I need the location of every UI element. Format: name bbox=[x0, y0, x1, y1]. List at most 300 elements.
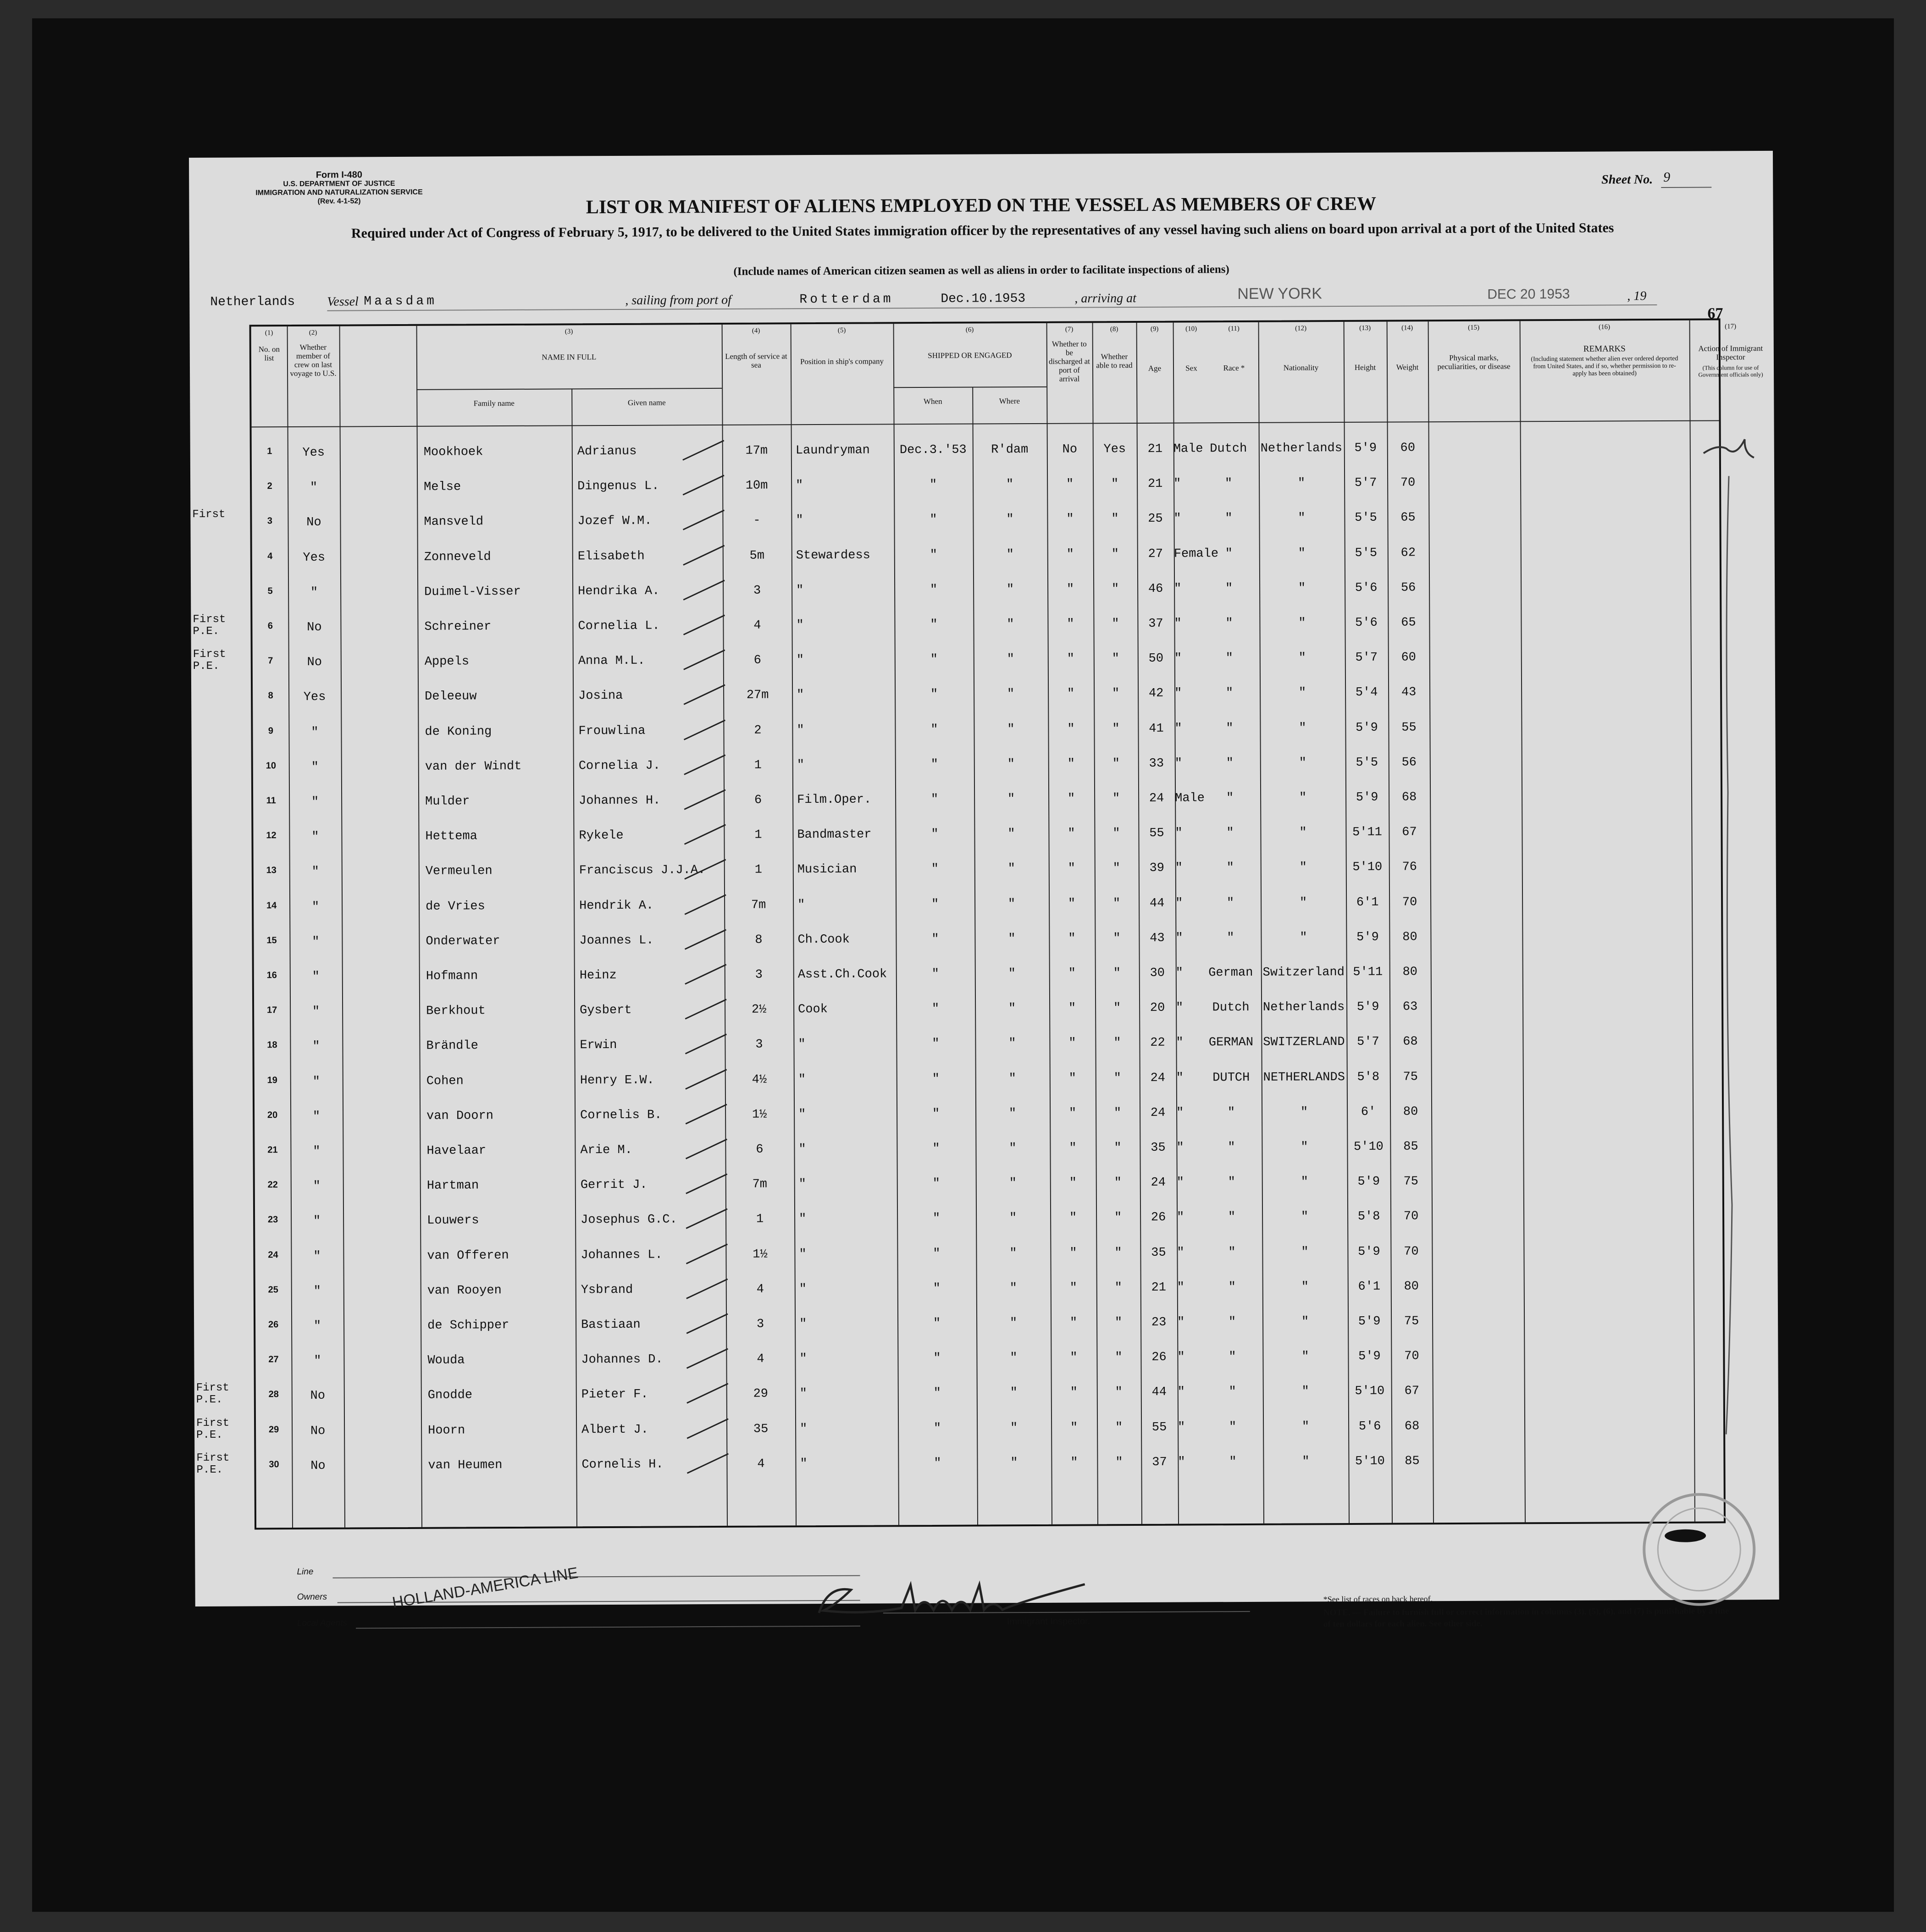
discharged-cell: " bbox=[1068, 932, 1076, 946]
position-cell: " bbox=[797, 723, 804, 737]
height-cell: 5'5 bbox=[1355, 511, 1377, 525]
race-cell: Dutch bbox=[1212, 1001, 1250, 1015]
position-cell: Ch.Cook bbox=[797, 933, 850, 947]
nationality-cell: " bbox=[1299, 826, 1307, 840]
col-header-read: Whether able to read bbox=[1096, 352, 1133, 370]
table-row bbox=[256, 1415, 1694, 1457]
check-stroke-mark bbox=[682, 1380, 733, 1408]
row-number: 13 bbox=[266, 865, 277, 876]
table-row bbox=[254, 961, 1692, 1003]
race-cell: " bbox=[1225, 686, 1234, 701]
shipped-when-cell: Dec.3.'53 bbox=[899, 443, 967, 458]
weight-cell: 55 bbox=[1401, 720, 1417, 735]
family-name-cell: Berkhout bbox=[426, 1004, 486, 1018]
weight-cell: 75 bbox=[1403, 1070, 1418, 1084]
shipped-when-cell: " bbox=[933, 1281, 941, 1296]
table-row bbox=[254, 927, 1692, 968]
col-header-weight: Weight bbox=[1396, 363, 1419, 372]
sex-cell: " bbox=[1174, 617, 1182, 631]
given-name-cell: Hendrika A. bbox=[578, 584, 660, 599]
race-cell: " bbox=[1226, 791, 1234, 806]
position-cell: " bbox=[797, 758, 805, 773]
row-number: 11 bbox=[266, 795, 276, 806]
prev-voyage-cell: " bbox=[311, 725, 319, 740]
prev-voyage-cell: " bbox=[311, 900, 320, 914]
service-length-cell: 2 bbox=[754, 723, 762, 738]
race-cell: " bbox=[1225, 617, 1233, 631]
prev-voyage-cell: No bbox=[306, 516, 321, 530]
given-name-cell: Bastiaan bbox=[581, 1318, 641, 1332]
given-name-cell: Adrianus bbox=[577, 444, 637, 459]
shipped-where-cell: " bbox=[1010, 1351, 1018, 1365]
departure-port: Rotterdam bbox=[799, 292, 894, 307]
arrival-date-stamp: DEC 20 1953 bbox=[1487, 286, 1570, 302]
discharged-cell: " bbox=[1067, 652, 1074, 666]
sex-cell: " bbox=[1176, 1141, 1184, 1155]
weight-cell: 70 bbox=[1403, 1209, 1419, 1224]
shipped-when-cell: " bbox=[932, 1037, 940, 1051]
weight-cell: 68 bbox=[1403, 1035, 1418, 1049]
shipped-where-cell: " bbox=[1010, 1421, 1018, 1435]
family-name-cell: Havelaar bbox=[426, 1144, 487, 1158]
manifest-subnote: (Include names of American citizen seamen as well as aliens in order to facilitate inspections of aliens) bbox=[733, 263, 1229, 278]
given-name-cell: Gerrit J. bbox=[580, 1178, 648, 1192]
age-cell: 24 bbox=[1150, 1106, 1166, 1120]
shipped-when-cell: " bbox=[930, 618, 938, 632]
vessel-name: Maasdam bbox=[364, 294, 437, 309]
row-number: 18 bbox=[267, 1040, 277, 1050]
check-stroke-mark bbox=[680, 821, 730, 849]
nationality-cell: " bbox=[1298, 581, 1306, 596]
given-name-cell: Ysbrand bbox=[581, 1283, 633, 1297]
row-number: 20 bbox=[267, 1110, 278, 1121]
height-cell: 5'6 bbox=[1355, 616, 1378, 630]
race-cell: German bbox=[1208, 966, 1253, 980]
shipped-where-cell: " bbox=[1009, 1246, 1017, 1260]
age-cell: 21 bbox=[1147, 477, 1163, 491]
table-row bbox=[255, 1276, 1694, 1317]
discharged-cell: " bbox=[1068, 1001, 1076, 1016]
sex-cell: " bbox=[1176, 1001, 1184, 1015]
able-to-read-cell: " bbox=[1114, 1281, 1122, 1295]
able-to-read-cell: " bbox=[1115, 1351, 1123, 1365]
family-name-cell: Melse bbox=[424, 480, 461, 494]
col-num: (7) bbox=[1065, 326, 1074, 333]
discharged-cell: " bbox=[1066, 512, 1074, 527]
service-length-cell: 4 bbox=[756, 1282, 764, 1297]
weight-cell: 43 bbox=[1401, 685, 1417, 700]
sex-cell: " bbox=[1175, 896, 1183, 911]
able-to-read-cell: " bbox=[1114, 1316, 1123, 1330]
position-cell: " bbox=[796, 653, 804, 668]
nationality-cell: " bbox=[1300, 1105, 1308, 1120]
service-length-cell: 3 bbox=[756, 1317, 764, 1331]
able-to-read-cell: " bbox=[1113, 966, 1121, 981]
weight-cell: 85 bbox=[1405, 1454, 1420, 1468]
position-cell: " bbox=[799, 1387, 808, 1401]
able-to-read-cell: " bbox=[1114, 1141, 1122, 1155]
age-cell: 23 bbox=[1151, 1315, 1167, 1330]
given-name-cell: Franciscus J.J.A. bbox=[579, 863, 706, 878]
height-cell: 5'5 bbox=[1355, 546, 1378, 560]
given-name-cell: Johannes H. bbox=[579, 794, 661, 808]
able-to-read-cell: " bbox=[1115, 1455, 1123, 1470]
row-number: 23 bbox=[267, 1214, 278, 1225]
table-row bbox=[254, 996, 1692, 1038]
service-length-cell: 1½ bbox=[753, 1248, 768, 1262]
prev-voyage-cell: " bbox=[312, 1005, 320, 1019]
shipped-when-cell: " bbox=[931, 967, 939, 981]
weight-cell: 63 bbox=[1402, 1000, 1418, 1014]
position-cell: " bbox=[799, 1352, 807, 1366]
height-cell: 5'9 bbox=[1354, 441, 1377, 455]
service-length-cell: 6 bbox=[756, 1143, 764, 1157]
race-cell: " bbox=[1228, 1210, 1236, 1225]
position-cell: " bbox=[798, 1072, 806, 1087]
able-to-read-cell: " bbox=[1112, 896, 1121, 911]
col-header-age: Age bbox=[1148, 364, 1162, 373]
weight-cell: 60 bbox=[1401, 651, 1417, 665]
given-name-cell: Cornelia J. bbox=[578, 759, 661, 773]
nationality-cell: " bbox=[1299, 861, 1307, 875]
prev-voyage-cell: Yes bbox=[303, 551, 326, 565]
service-length-cell: 4½ bbox=[752, 1073, 767, 1087]
col-header-where: Where bbox=[999, 397, 1020, 406]
service-length-cell: 10m bbox=[745, 479, 768, 493]
service-length-cell: 3 bbox=[755, 968, 763, 982]
weight-cell: 60 bbox=[1400, 441, 1416, 455]
discharged-cell: " bbox=[1068, 1106, 1077, 1121]
age-cell: 24 bbox=[1149, 791, 1164, 806]
check-stroke-mark bbox=[682, 1275, 732, 1303]
age-cell: 55 bbox=[1151, 1420, 1167, 1435]
weight-cell: 80 bbox=[1402, 965, 1418, 979]
check-stroke-mark bbox=[681, 1136, 731, 1163]
race-cell: GERMAN bbox=[1208, 1036, 1254, 1050]
row-number: 4 bbox=[267, 551, 273, 561]
height-cell: 5'10 bbox=[1353, 1140, 1384, 1154]
service-length-cell: 6 bbox=[753, 653, 761, 668]
row-number: 22 bbox=[267, 1180, 278, 1190]
height-cell: 5'9 bbox=[1356, 1000, 1379, 1015]
sex-cell: " bbox=[1178, 1455, 1185, 1469]
vessel-line bbox=[189, 285, 1773, 314]
col-header-height: Height bbox=[1354, 363, 1376, 372]
height-cell: 6' bbox=[1361, 1105, 1376, 1119]
nationality-cell: " bbox=[1301, 1419, 1310, 1434]
position-cell: " bbox=[799, 1212, 807, 1226]
col-header-discharged: Whether to be discharged at port of arrival bbox=[1048, 339, 1090, 383]
able-to-read-cell: " bbox=[1112, 756, 1120, 771]
family-name-cell: Zonneveld bbox=[424, 550, 491, 564]
check-stroke-mark bbox=[680, 751, 730, 779]
prev-voyage-cell: " bbox=[312, 970, 320, 984]
discharged-cell: " bbox=[1068, 827, 1075, 841]
service-length-cell: 35 bbox=[753, 1422, 769, 1436]
col-header-no: No. on list bbox=[258, 345, 280, 363]
discharged-cell: " bbox=[1070, 1456, 1078, 1470]
discharged-cell: " bbox=[1069, 1316, 1078, 1330]
weight-cell: 70 bbox=[1400, 476, 1416, 490]
table-row bbox=[253, 787, 1691, 828]
check-stroke-mark bbox=[681, 1065, 731, 1093]
check-stroke-mark bbox=[680, 786, 730, 814]
shipped-where-cell: " bbox=[1009, 1281, 1017, 1296]
nationality-cell: " bbox=[1298, 686, 1306, 700]
inspector-pencil-mark bbox=[1690, 425, 1777, 1526]
discharged-cell: " bbox=[1070, 1386, 1078, 1400]
family-name-cell: Louwers bbox=[427, 1214, 479, 1228]
table-row bbox=[255, 1346, 1694, 1387]
footer-owners-label: Owners bbox=[297, 1592, 327, 1602]
height-cell: 5'7 bbox=[1355, 651, 1378, 665]
family-name-cell: Onderwater bbox=[426, 934, 500, 949]
age-cell: 35 bbox=[1151, 1246, 1166, 1260]
shipped-when-cell: " bbox=[930, 757, 938, 772]
table-row bbox=[255, 1171, 1693, 1212]
age-cell: 37 bbox=[1148, 617, 1163, 631]
family-name-cell: Mansveld bbox=[424, 515, 484, 530]
sex-cell: " bbox=[1177, 1350, 1185, 1364]
prev-voyage-cell: Yes bbox=[302, 446, 325, 460]
family-name-cell: de Vries bbox=[426, 899, 485, 914]
able-to-read-cell: " bbox=[1112, 617, 1119, 631]
shipped-where-cell: " bbox=[1007, 897, 1016, 911]
prev-voyage-cell: " bbox=[311, 795, 319, 809]
shipped-where-cell: " bbox=[1008, 967, 1016, 981]
able-to-read-cell: " bbox=[1112, 861, 1120, 876]
discharged-cell: " bbox=[1067, 617, 1074, 631]
shipped-when-cell: " bbox=[930, 653, 938, 667]
family-name-cell: Duimel-Visser bbox=[424, 585, 521, 599]
given-name-cell: Jozef W.M. bbox=[577, 514, 652, 529]
row-number: 30 bbox=[269, 1459, 279, 1470]
given-name-cell: Hendrik A. bbox=[579, 899, 654, 913]
height-cell: 5'4 bbox=[1355, 686, 1378, 700]
shipped-when-cell: " bbox=[930, 583, 938, 597]
family-name-cell: van der Windt bbox=[425, 759, 522, 774]
col-num: (3) bbox=[565, 328, 573, 336]
race-cell: " bbox=[1226, 721, 1234, 735]
table-row bbox=[256, 1380, 1694, 1422]
able-to-read-cell: " bbox=[1114, 1176, 1122, 1190]
nationality-cell: " bbox=[1299, 791, 1307, 805]
shipped-where-cell: " bbox=[1008, 1071, 1016, 1086]
shipped-when-cell: " bbox=[930, 723, 938, 737]
nationality-cell: " bbox=[1301, 1245, 1309, 1259]
age-cell: 27 bbox=[1148, 547, 1163, 561]
arriving-label: , arriving at bbox=[1074, 291, 1136, 306]
department: U.S. DEPARTMENT OF JUSTICE bbox=[283, 180, 395, 188]
race-cell: " bbox=[1229, 1385, 1236, 1399]
table-row bbox=[255, 1241, 1693, 1282]
race-cell: " bbox=[1225, 651, 1233, 666]
shipped-where-cell: " bbox=[1007, 722, 1015, 736]
family-name-cell: Wouda bbox=[427, 1353, 465, 1368]
table-row bbox=[252, 472, 1690, 513]
race-cell: Dutch bbox=[1210, 442, 1247, 456]
col-header-inspector-action: Action of Immigrant Inspector bbox=[1698, 344, 1763, 362]
family-name-cell: Vermeulen bbox=[425, 864, 493, 879]
discharged-cell: " bbox=[1069, 1141, 1077, 1155]
departure-date: Dec.10.1953 bbox=[941, 292, 1026, 306]
discharged-cell: " bbox=[1069, 1281, 1077, 1295]
prev-voyage-cell: No bbox=[310, 1459, 326, 1473]
service-length-cell: 6 bbox=[754, 793, 762, 807]
row-number: 10 bbox=[266, 760, 276, 771]
sex-cell: " bbox=[1173, 477, 1181, 491]
weight-cell: 80 bbox=[1402, 930, 1417, 944]
position-cell: " bbox=[798, 1177, 807, 1192]
shipped-when-cell: " bbox=[931, 932, 939, 946]
row-number: 26 bbox=[268, 1319, 279, 1330]
weight-cell: 65 bbox=[1401, 616, 1416, 630]
nationality-cell: " bbox=[1302, 1455, 1310, 1469]
position-cell: Musician bbox=[797, 863, 857, 877]
able-to-read-cell: " bbox=[1112, 652, 1119, 666]
col-num: (8) bbox=[1110, 326, 1118, 333]
shipped-when-cell: " bbox=[932, 1107, 940, 1121]
shipped-where-cell: " bbox=[1008, 1106, 1017, 1121]
arrival-port-stamp: NEW YORK bbox=[1237, 285, 1322, 303]
given-name-cell: Johannes L. bbox=[581, 1248, 663, 1262]
row-number: 17 bbox=[266, 1005, 277, 1016]
col-header-family: Family name bbox=[473, 398, 515, 408]
col-num: (13) bbox=[1359, 324, 1371, 332]
shipped-where-cell: " bbox=[1010, 1386, 1018, 1400]
height-cell: 5'9 bbox=[1358, 1349, 1381, 1364]
check-stroke-mark bbox=[681, 1205, 732, 1233]
discharged-cell: " bbox=[1070, 1421, 1078, 1435]
col-num: (9) bbox=[1150, 325, 1159, 333]
shipped-where-cell: " bbox=[1009, 1176, 1017, 1191]
official-seal bbox=[1630, 1480, 1768, 1618]
form-revision: (Rev. 4-1-52) bbox=[317, 197, 361, 205]
table-row bbox=[255, 1206, 1693, 1247]
position-cell: " bbox=[798, 1143, 806, 1157]
sex-cell: " bbox=[1175, 826, 1183, 840]
service-length-cell: 8 bbox=[755, 933, 763, 947]
margin-note: First P.E. bbox=[196, 1382, 229, 1407]
col-header-nationality: Nationality bbox=[1283, 363, 1319, 372]
table-row bbox=[254, 891, 1692, 933]
age-cell: 30 bbox=[1150, 966, 1165, 980]
shipped-where-cell: R'dam bbox=[991, 443, 1029, 457]
prev-voyage-cell: " bbox=[312, 1040, 320, 1054]
given-name-cell: Henry E.W. bbox=[580, 1073, 654, 1087]
weight-cell: 75 bbox=[1403, 1175, 1419, 1189]
able-to-read-cell: " bbox=[1111, 582, 1119, 596]
age-cell: 41 bbox=[1149, 722, 1164, 736]
table-row bbox=[252, 542, 1690, 583]
col-header-remarks-sub: (Including statement whether alien ever ordered deported from United States, and if so, whether permission to re-apply has been obtained) bbox=[1531, 355, 1678, 377]
sex-cell: Male bbox=[1173, 442, 1203, 456]
check-stroke-mark bbox=[682, 1450, 733, 1478]
shipped-where-cell: " bbox=[1007, 757, 1015, 772]
col-header-shipped: SHIPPED OR ENGAGED bbox=[928, 351, 1012, 360]
shipped-when-cell: " bbox=[931, 1002, 940, 1016]
margin-note: First P.E. bbox=[193, 648, 226, 673]
row-number: 28 bbox=[268, 1389, 279, 1400]
shipped-when-cell: " bbox=[931, 828, 939, 842]
row-number: 29 bbox=[268, 1424, 279, 1435]
shipped-where-cell: " bbox=[1007, 827, 1015, 841]
table-row bbox=[253, 647, 1691, 688]
weight-cell: 68 bbox=[1401, 790, 1417, 805]
service-length-cell: 1 bbox=[754, 863, 762, 878]
nationality-cell: " bbox=[1300, 931, 1307, 945]
nationality-cell: " bbox=[1299, 756, 1306, 770]
position-cell: " bbox=[796, 479, 803, 493]
able-to-read-cell: " bbox=[1112, 687, 1120, 701]
age-cell: 33 bbox=[1149, 756, 1164, 771]
given-name-cell: Cornelia L. bbox=[578, 619, 660, 634]
family-name-cell: van Offeren bbox=[427, 1248, 509, 1263]
sex-cell: " bbox=[1176, 1071, 1184, 1085]
weight-cell: 76 bbox=[1402, 860, 1417, 874]
position-cell: Film.Oper. bbox=[797, 793, 872, 807]
family-name-cell: de Schipper bbox=[427, 1318, 509, 1333]
able-to-read-cell: " bbox=[1113, 1036, 1121, 1050]
nationality-cell: " bbox=[1301, 1350, 1309, 1364]
family-name-cell: Deleeuw bbox=[425, 690, 477, 704]
col-num: (15) bbox=[1468, 324, 1480, 331]
able-to-read-cell: " bbox=[1111, 512, 1119, 526]
sex-cell: " bbox=[1177, 1385, 1185, 1400]
nationality-cell: Switzerland bbox=[1262, 966, 1345, 980]
able-to-read-cell: " bbox=[1113, 1001, 1121, 1016]
shipped-where-cell: " bbox=[1006, 547, 1014, 562]
family-name-cell: Gnodde bbox=[427, 1388, 473, 1403]
given-name-cell: Elisabeth bbox=[577, 549, 645, 563]
row-number: 6 bbox=[267, 621, 273, 631]
table-row bbox=[255, 1066, 1693, 1107]
race-cell: " bbox=[1228, 1245, 1236, 1259]
height-cell: 6'1 bbox=[1358, 1280, 1381, 1294]
age-cell: 42 bbox=[1148, 687, 1164, 701]
given-name-cell: Arie M. bbox=[580, 1143, 632, 1158]
check-stroke-mark bbox=[680, 856, 731, 883]
inspector-label: Immigrant Inspector. bbox=[1007, 1616, 1090, 1627]
age-cell: 37 bbox=[1152, 1455, 1167, 1469]
col-num: (10) bbox=[1185, 325, 1197, 333]
sex-cell: " bbox=[1176, 1176, 1184, 1190]
check-stroke-mark bbox=[682, 1345, 732, 1373]
age-cell: 35 bbox=[1151, 1141, 1166, 1155]
prev-voyage-cell: " bbox=[313, 1249, 321, 1264]
race-cell: " bbox=[1229, 1455, 1237, 1469]
sex-cell: " bbox=[1173, 512, 1181, 526]
able-to-read-cell: " bbox=[1115, 1386, 1123, 1400]
able-to-read-cell: " bbox=[1112, 792, 1120, 806]
col-num: (17) bbox=[1725, 323, 1737, 331]
prev-voyage-cell: " bbox=[313, 1144, 321, 1159]
nationality-cell: " bbox=[1301, 1385, 1309, 1399]
height-cell: 5'7 bbox=[1354, 476, 1377, 491]
age-cell: 26 bbox=[1151, 1350, 1167, 1365]
nationality-cell: Netherlands bbox=[1260, 442, 1342, 456]
height-cell: 5'11 bbox=[1352, 825, 1382, 840]
weight-cell: 68 bbox=[1404, 1419, 1420, 1434]
nationality-cell: " bbox=[1301, 1175, 1308, 1189]
race-cell: " bbox=[1227, 931, 1234, 945]
age-cell: 39 bbox=[1149, 861, 1165, 876]
sex-cell: " bbox=[1177, 1281, 1185, 1295]
race-cell: " bbox=[1225, 546, 1233, 561]
discharged-cell: " bbox=[1068, 1036, 1076, 1051]
footer-line-label: Line bbox=[297, 1567, 314, 1577]
race-cell: " bbox=[1226, 861, 1234, 875]
